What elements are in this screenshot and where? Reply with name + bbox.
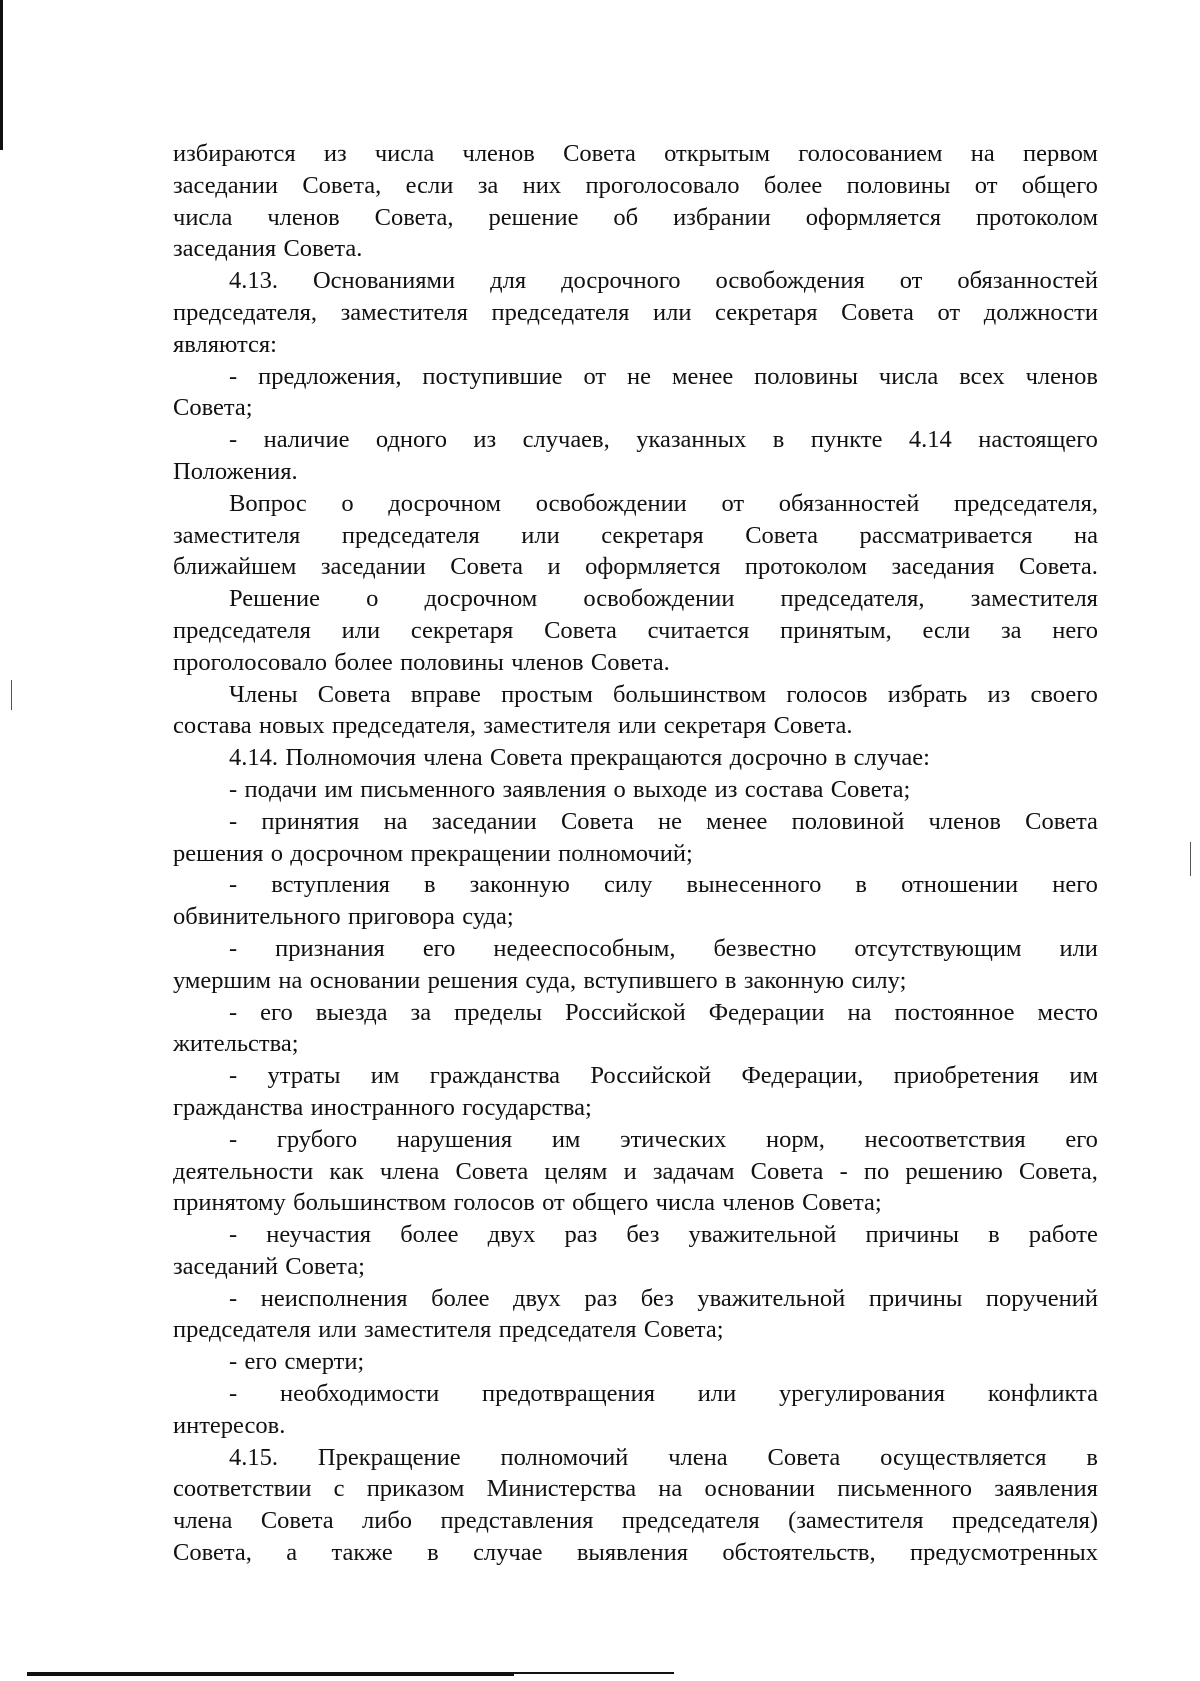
text-line: обвинительного приговора суда;	[173, 903, 514, 931]
text-line: интересов.	[173, 1411, 286, 1439]
text-line: числа членов Совета, решение об избрании оформляется протоколом	[173, 203, 1098, 231]
text-line: - грубого нарушения им этических норм, несоответствия его	[229, 1125, 1098, 1153]
text-line: решения о досрочном прекращении полномочий;	[173, 839, 693, 867]
text-line: Члены Совета вправе простым большинством голосов избрать из своего	[229, 680, 1098, 708]
text-line: заседаний Совета;	[173, 1252, 365, 1280]
text-line: Совета;	[173, 394, 253, 422]
text-line: - принятия на заседании Совета не менее половиной членов Совета	[229, 807, 1098, 835]
text-line: гражданства иностранного государства;	[173, 1093, 592, 1121]
text-line: - наличие одного из случаев, указанных в пункте 4.14 настоящего	[229, 426, 1098, 454]
text-line: - неучастия более двух раз без уважительной причины в работе	[229, 1221, 1098, 1249]
text-line: председателя или заместителя председателя Совета;	[173, 1316, 724, 1344]
scan-left-mark	[11, 680, 12, 710]
text-line: председателя, заместителя председателя или секретаря Совета от должности	[173, 298, 1098, 326]
text-line: состава новых председателя, заместителя или секретаря Совета.	[173, 712, 853, 740]
text-line: заседании Совета, если за них проголосовало более половины от общего	[173, 171, 1098, 199]
text-line: - предложения, поступившие от не менее половины числа всех членов	[229, 362, 1098, 390]
text-line: - необходимости предотвращения или урегулирования конфликта	[229, 1380, 1098, 1408]
text-line: - подачи им письменного заявления о выходе из состава Совета;	[229, 775, 911, 803]
text-line: соответствии с приказом Министерства на основании письменного заявления	[173, 1475, 1098, 1503]
text-line: Положения.	[173, 457, 298, 485]
text-line: - его смерти;	[229, 1348, 365, 1376]
text-line: - вступления в законную силу вынесенного в отношении него	[229, 871, 1098, 899]
text-line: Совета, а также в случае выявления обстоятельств, предусмотренных	[173, 1539, 1098, 1567]
text-line: члена Совета либо представления председателя (заместителя председателя)	[173, 1507, 1098, 1535]
text-line: - признания его недееспособным, безвестно отсутствующим или	[229, 934, 1098, 962]
text-line: Вопрос о досрочном освобождении от обязанностей председателя,	[229, 489, 1098, 517]
scan-left-edge	[0, 0, 3, 150]
text-line: заседания Совета.	[173, 235, 363, 263]
text-line: проголосовало более половины членов Совета.	[173, 648, 670, 676]
text-line: умершим на основании решения суда, вступившего в законную силу;	[173, 966, 907, 994]
text-line: деятельности как члена Совета целям и задачам Совета - по решению Совета,	[173, 1157, 1098, 1185]
text-line: - его выезда за пределы Российской Федерации на постоянное место	[229, 998, 1098, 1026]
text-line: принятому большинством голосов от общего числа членов Совета;	[173, 1189, 882, 1217]
text-line: избираются из числа членов Совета открытым голосованием на первом	[173, 140, 1098, 167]
text-line: 4.14. Полномочия члена Совета прекращаются досрочно в случае:	[229, 744, 930, 772]
text-line: Решение о досрочном освобождении председателя, заместителя	[229, 585, 1098, 613]
text-line: 4.15. Прекращение полномочий члена Совета осуществляется в	[229, 1443, 1098, 1471]
scan-bottom-bar-end	[514, 1672, 674, 1674]
text-line: заместителя председателя или секретаря Совета рассматривается на	[173, 521, 1098, 549]
text-line: жительства;	[173, 1030, 299, 1058]
text-line: ближайшем заседании Совета и оформляется протоколом заседания Совета.	[173, 553, 1098, 581]
text-line: председателя или секретаря Совета считается принятым, если за него	[173, 616, 1098, 644]
text-line: являются:	[173, 330, 277, 358]
text-line: - неисполнения более двух раз без уважительной причины поручений	[229, 1284, 1098, 1312]
text-line: 4.13. Основаниями для досрочного освобождения от обязанностей	[229, 267, 1098, 295]
scan-right-mark	[1190, 842, 1191, 876]
text-line: - утраты им гражданства Российской Федерации, приобретения им	[229, 1062, 1098, 1090]
document-text-body	[173, 138, 1098, 1569]
scan-bottom-bar	[27, 1672, 514, 1676]
